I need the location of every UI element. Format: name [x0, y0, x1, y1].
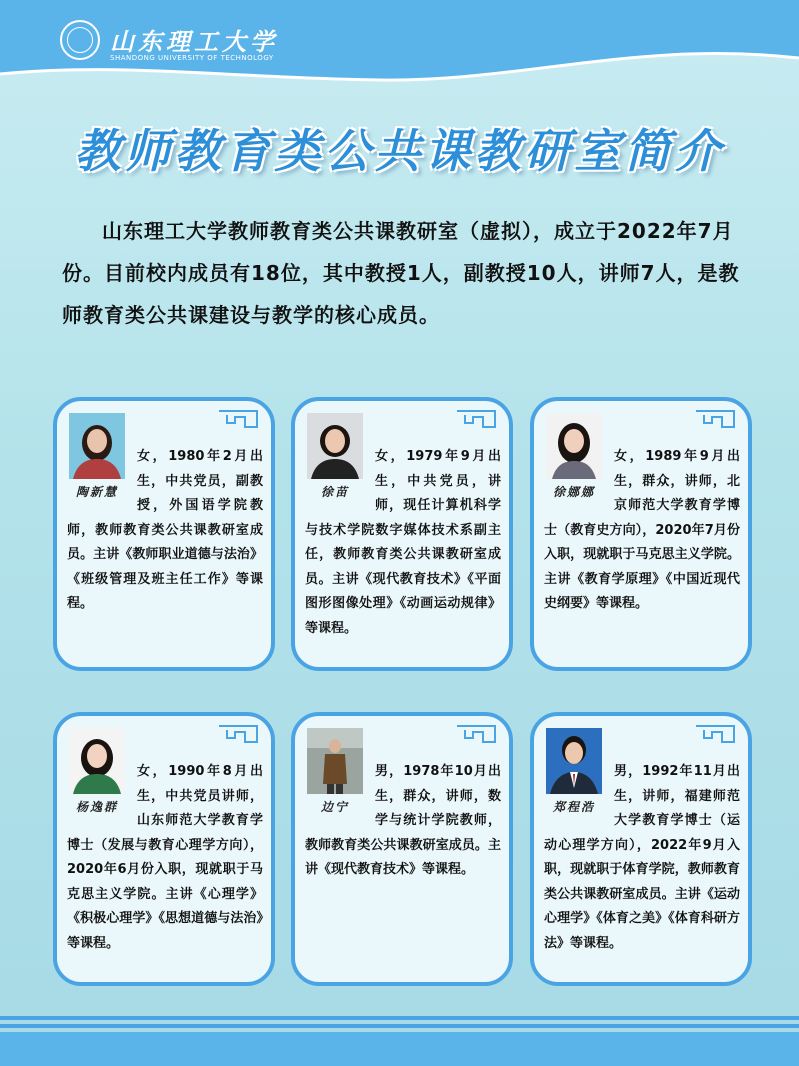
member-card	[53, 712, 275, 986]
member-description: 女，1979年9月出生，中共党员，讲师，现任计算机科学与技术学院数字媒体技术系副主任，教师教育类公共课教研室成员。主讲《现代教育技术》《平面图形图像处理》《动画运动规律》等课程。	[305, 449, 501, 636]
member-card	[291, 712, 513, 986]
member-description: 男，1978年10月出生，群众，讲师，数学与统计学院教师，教师教育类公共课教研室成员。主讲《现代教育技术》等课程。	[305, 764, 501, 877]
fret-corner-icon	[455, 407, 499, 431]
member-card	[291, 397, 513, 671]
member-card	[530, 397, 752, 671]
member-name: 郑程浩	[552, 800, 595, 814]
page-title: 教师教育类公共课教研室简介	[74, 124, 725, 178]
member-name: 徐苗	[320, 485, 349, 499]
fret-corner-icon	[217, 407, 261, 431]
member-name: 徐娜娜	[552, 485, 595, 499]
member-card	[53, 397, 275, 671]
footer-stripes	[0, 1010, 799, 1066]
member-description: 女，1990年8月出生，中共党员讲师，山东师范大学教育学博士（发展与教育心理学方向），2020年6月份入职，现就职于马克思主义学院。主讲《心理学》《积极心理学》《思想道德与法治》等课程。	[67, 764, 263, 951]
fret-corner-icon	[694, 722, 738, 746]
university-name: 山东理工大学	[110, 27, 278, 56]
intro-paragraph: 山东理工大学教师教育类公共课教研室（虚拟），成立于2022年7月份。目前校内成员有18位，其中教授1人，副教授10人，讲师7人，是教师教育类公共课建设与教学的核心成员。	[62, 219, 740, 327]
fret-corner-icon	[455, 722, 499, 746]
university-name-en: SHANDONG UNIVERSITY OF TECHNOLOGY	[110, 54, 274, 62]
fret-corner-icon	[694, 407, 738, 431]
fret-corner-icon	[217, 722, 261, 746]
member-description: 男，1992年11月出生，讲师，福建师范大学教育学博士（运动心理学方向），2022年9月入职，现就职于体育学院，教师教育类公共课教研室成员。主讲《运动心理学》《体育之美》《体育科研方法》等课程。	[544, 764, 740, 951]
member-description: 女，1980年2月出生，中共党员，副教授，外国语学院教师，教师教育类公共课教研室成员。主讲《教师职业道德与法治》《班级管理及班主任工作》等课程。	[67, 449, 263, 611]
member-description: 女，1989年9月出生，群众，讲师，北京师范大学教育学博士（教育史方向），2020年7月份入职，现就职于马克思主义学院。主讲《教育学原理》《中国近现代史纲要》等课程。	[544, 449, 740, 611]
member-card	[530, 712, 752, 986]
member-name: 杨逸群	[75, 800, 118, 814]
member-name: 陶新慧	[75, 485, 118, 499]
member-name: 边宁	[320, 800, 349, 814]
university-seal-icon	[60, 20, 100, 60]
